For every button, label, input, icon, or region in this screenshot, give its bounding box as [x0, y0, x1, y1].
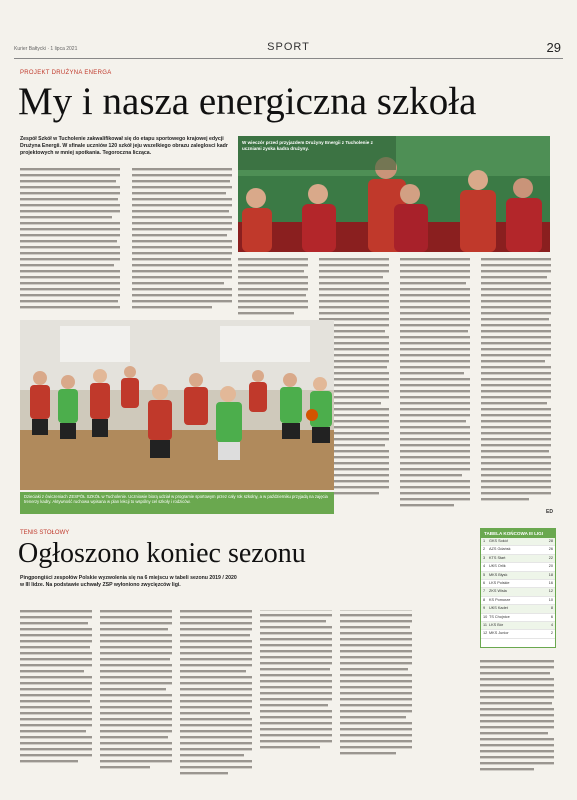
table-cell-position: 11	[483, 623, 487, 628]
page-number: 29	[546, 40, 561, 55]
table-cell-points: 10	[548, 597, 553, 602]
section-name: SPORT	[267, 41, 310, 53]
table-cell-team: TS Chojnice	[489, 614, 510, 619]
table-row	[481, 572, 555, 580]
article2-text-column-right	[480, 660, 554, 780]
table-cell-position: 1	[483, 539, 486, 543]
table-row	[481, 555, 555, 563]
page-header	[14, 40, 563, 59]
article2-text-columns	[20, 610, 476, 780]
article1-text-columns	[20, 168, 232, 316]
article1-lead: Zespół Szkół w Tucholenie zakwalifikował się do etapu sportowego krajowej edycji Drużyna Energii. W sfinale uczniów 120 szkół jeju wszelkiego obrazu zaleglosci kadr projektowych w mniej spotkania. Tegoroczna licząca.	[20, 136, 228, 157]
table-row	[481, 630, 555, 638]
table-cell-team: KTS Start	[489, 555, 506, 560]
table-cell-team: AZS Gdańsk	[489, 547, 511, 552]
table-cell-position: 3	[483, 555, 486, 560]
gym-photo-caption: Dzieciaki z ćwiczeniach ZESPÓŁ SZKÓŁ w Tucholenie. Uczniowie biorą udział w programie sportowym przez cały rok szkolny, a w październiku przyjadą na zajęcia trenerzy kadry. Aktywność ruchowa wpisana w plan lekcji to wspólny cel szkoły i rodziców.	[20, 492, 334, 514]
gym-photo	[20, 320, 334, 490]
table-cell-position: 8	[483, 597, 486, 602]
table-cell-position: 5	[483, 572, 486, 577]
league-table-rows	[481, 538, 555, 639]
table-cell-team: MKS Junior	[489, 631, 509, 636]
table-row	[481, 538, 555, 546]
table-cell-team: UKS Kadet	[489, 606, 508, 611]
table-cell-points: 18	[548, 572, 553, 577]
article1-signature: ED	[546, 509, 553, 515]
table-cell-team: LKS Bór	[489, 623, 504, 628]
table-row	[481, 597, 555, 605]
table-cell-points: 8	[550, 606, 553, 611]
team-photo	[238, 136, 550, 252]
table-row	[481, 605, 555, 613]
team-photo-caption: W wieczór przed przyjazdem Drużyny Energii z Tucholenie z uczniami zyska kadra drużyny.	[242, 140, 373, 151]
table-cell-points: 12	[548, 589, 553, 594]
table-row	[481, 622, 555, 630]
team-photo-illustration	[238, 136, 550, 252]
league-table	[480, 528, 556, 648]
article2-headline: Ogłoszono koniec sezonu	[18, 538, 306, 569]
table-cell-points: 6	[550, 614, 553, 619]
table-cell-points: 4	[550, 623, 553, 628]
table-row	[481, 588, 555, 596]
table-row	[481, 546, 555, 554]
article2-lead: Pingpongiści zespołów Polskie wyzwolenia się na 6 miejscu w tabeli sezonu 2019 / 2020 w III lidze. Na podstawie uchwały ZSP wyłoniono zwycięzców ligi.	[20, 575, 237, 588]
table-cell-points: 22	[548, 555, 553, 560]
article1-headline: My i nasza energiczna szkoła	[18, 80, 477, 123]
table-cell-team: LKS Polskie	[489, 581, 510, 586]
article1-kicker: PROJEKT DRUŻYNA ENERGA	[20, 70, 112, 76]
article2-kicker: TENIS STOŁOWY	[20, 530, 70, 536]
league-table-title: TABELA KOŃCOWA III LIGI	[481, 529, 555, 538]
header-publication: Kurier Bałtycki · 1 lipca 2021	[14, 46, 78, 52]
table-cell-points: 16	[548, 581, 553, 586]
table-cell-position: 7	[483, 589, 486, 594]
table-cell-team: KS Pomorze	[489, 597, 511, 602]
table-cell-points: 2	[550, 631, 553, 636]
table-cell-position: 6	[483, 581, 486, 586]
table-cell-position: 2	[483, 547, 486, 552]
table-row	[481, 580, 555, 588]
table-cell-team: GKS Sokół	[489, 539, 508, 543]
table-cell-team: UKS Orlik	[489, 564, 506, 569]
table-cell-points: 20	[548, 564, 553, 569]
table-cell-position: 4	[483, 564, 486, 569]
table-cell-position: 10	[483, 614, 488, 619]
table-row	[481, 614, 555, 622]
table-cell-team: MKS Błysk	[489, 572, 508, 577]
table-cell-position: 9	[483, 606, 486, 611]
table-cell-points: 26	[548, 547, 553, 552]
table-row	[481, 563, 555, 571]
gym-photo-illustration	[20, 320, 334, 490]
table-cell-position: 12	[483, 631, 488, 636]
table-cell-points: 28	[548, 539, 553, 543]
table-cell-team: ZKS Wisła	[489, 589, 507, 594]
